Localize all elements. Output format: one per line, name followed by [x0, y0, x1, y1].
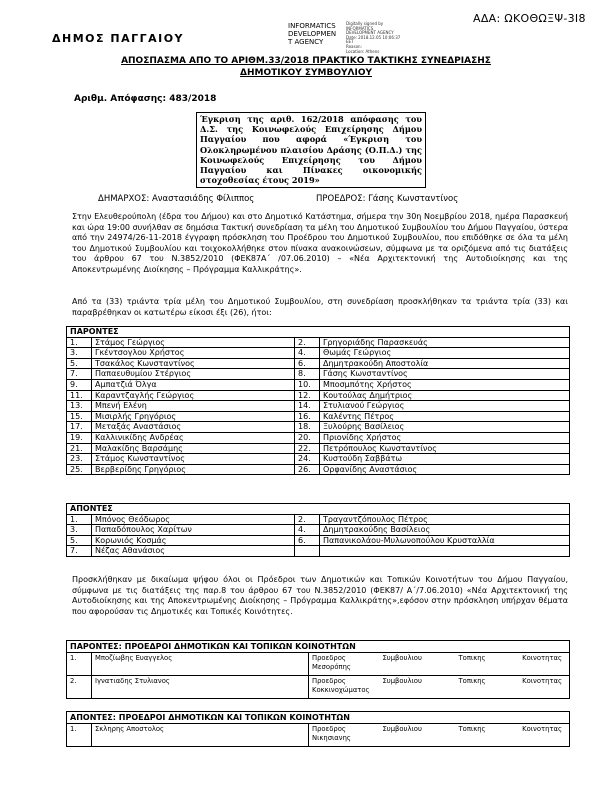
member-name: Στάμος Γεώργιος: [92, 337, 295, 348]
member-number: 6.: [295, 358, 320, 369]
member-name: Κυστούδη Σαββάτω: [320, 454, 570, 465]
role-word: Προεδρος: [312, 677, 346, 685]
signature-detail: DEVELOPMENT AGENCY: [346, 30, 394, 36]
present-members-table: [66, 326, 570, 475]
member-name: Καλέντης Πέτρος: [320, 411, 570, 422]
member-number: 15.: [67, 411, 92, 422]
table-row: [67, 337, 570, 348]
president-role: [309, 676, 570, 699]
member-name: [320, 546, 570, 557]
member-name: Θωμάς Γεώργιος: [320, 348, 570, 359]
member-number: 7.: [67, 546, 92, 557]
member-number: 24.: [295, 454, 320, 465]
role-word: Κοινοτητας: [522, 725, 562, 733]
member-number: 22.: [295, 443, 320, 454]
member-number: 11.: [67, 390, 92, 401]
president-name: Σκληρης Αποστολος: [92, 724, 309, 747]
absent-members-table: [66, 503, 570, 557]
member-name: Παπανικολάου-Μυλωνοπούλου Κρυσταλλία: [320, 535, 570, 546]
community-name: Νικησιανης: [312, 734, 351, 742]
community-name: Μεσορόπης: [312, 663, 351, 671]
mayor-name: Αναστασιάδης Φίλιππος: [151, 194, 255, 204]
member-number: 12.: [295, 390, 320, 401]
member-name: Πριονίδης Χρήστος: [320, 432, 570, 443]
member-number: 8.: [295, 369, 320, 380]
presidents-absent-header: ΑΠΟΝΤΕΣ: ΠΡΟΕΔΡΟΙ ΔΗΜΟΤΙΚΩΝ ΚΑΙ ΤΟΠΙΚΩΝ ΚΟΙΝΟΤΗΤΩΝ: [67, 712, 570, 724]
table-row: [67, 653, 570, 676]
member-number: 2.: [295, 337, 320, 348]
member-number: 14.: [295, 401, 320, 412]
member-name: Μαλακίδης Βαρσάμης: [92, 443, 295, 454]
member-name: Γρηγοριάδης Παρασκευάς: [320, 337, 570, 348]
member-name: Βερβερίδης Γρηγόριος: [92, 464, 295, 475]
member-name: Τραγαντζόπουλος Πέτρος: [320, 514, 570, 525]
member-name: Μεταξάς Αναστάσιος: [92, 422, 295, 433]
table-row: [67, 443, 570, 454]
municipality-name: ΔΗΜΟΣ ΠΑΓΓΑΙΟΥ: [52, 32, 185, 45]
signature-detail: INFORMATICS: [346, 25, 374, 31]
member-number: 5.: [67, 535, 92, 546]
president-role: [309, 724, 570, 747]
table-row: [67, 348, 570, 359]
member-number: 25.: [67, 464, 92, 475]
president-name: Ιγνατιαδης Στυλιανος: [92, 676, 309, 699]
signature-detail: Reason:: [346, 43, 362, 49]
community-paragraph: Προσκλήθηκαν με δικαίωμα ψήφου όλοι οι Πρόεδροι των Δημοτικών και Τοπικών Κοινοτήτων του Δήμου Παγγαίου, σύμφωνα με τις διατάξεις της παρ.8 του άρθρου 67 του Ν.3852/2010 (ΦΕΚ87/ Α΄/7.06.2010) «Νέα Αρχιτεκτονική της Αυτοδιοίκησης και της Αποκεντρωμένης Διοίκησης – Πρόγραμμα Καλλικράτης»,εφόσον στην πρόσκληση υπήρχαν θέματα που αφορούσαν τις Δημοτικές και Τοπικές Κοινότητες.: [72, 575, 568, 616]
intro-paragraph: Στην Ελευθερούπολη (έδρα του Δήμου) και στο Δημοτικό Κατάστημα, σήμερα την 30η Νοεμβρίου 2018, ημέρα Παρασκευή και ώρα 19:00 συνήλθαν σε δημόσια Τακτική συνεδρίαση τα μέλη του Δημοτικού Συμβουλίου του Δήμου Παγγαίου, ύστερα από την 24974/26-11-2018 έγγραφη πρόσκληση του Προέδρου του Δημοτικού Συμβουλίου, που επιδόθηκε σε όλα τα μέλη του Δημοτικού Συμβουλίου και τοιχοκολλήθηκε στον πίνακα ανακοινώσεων, σύμφωνα με τα οριζόμενα από τις διατάξεις του άρθρου 67 του Ν.3852/2010 (ΦΕΚ87Α΄ /07.06.2010) – «Νέα Αρχιτεκτονική της Αυτοδιοίκησης και της Αποκεντρωμένης Διοίκησης – Πρόγραμμα Καλλικράτης».: [72, 212, 568, 274]
member-number: 4.: [295, 525, 320, 536]
mayor-line: [98, 194, 254, 204]
role-word: Κοινοτητας: [522, 654, 562, 662]
member-number: 13.: [67, 401, 92, 412]
table-row: [67, 379, 570, 390]
presidents-present-header: ΠΑΡΟΝΤΕΣ: ΠΡΟΕΔΡΟΙ ΔΗΜΟΤΙΚΩΝ ΚΑΙ ΤΟΠΙΚΩΝ ΚΟΙΝΟΤΗΤΩΝ: [67, 641, 570, 653]
member-number: 19.: [67, 432, 92, 443]
member-name: Μπενή Ελένη: [92, 401, 295, 412]
role-word: Συμβουλιου: [382, 654, 422, 662]
role-words: [312, 654, 562, 663]
member-name: Νέζας Αθανάσιος: [92, 546, 295, 557]
table-row: [67, 514, 570, 525]
role-words: [312, 725, 562, 734]
mayor-label: ΔΗΜΑΡΧΟΣ:: [98, 194, 150, 204]
presidents-absent-table: [66, 711, 570, 747]
member-number: 26.: [295, 464, 320, 475]
member-name: Παπαευθυμίου Στέργιος: [92, 369, 295, 380]
role-word: Συμβουλιου: [382, 725, 422, 733]
role-word: Τοπικης: [458, 725, 486, 733]
president-number: 1.: [67, 724, 92, 747]
member-number: 3.: [67, 348, 92, 359]
member-name: Μπόνος Θεόδωρος: [92, 514, 295, 525]
table-row: [67, 369, 570, 380]
document-title: ΑΠΟΣΠΑΣΜΑ ΑΠΟ ΤΟ ΑΡΙΘΜ.33/2018 ΠΡΑΚΤΙΚΟ ΤΑΚΤΙΚΗΣ ΣΥΝΕΔΡΙΑΣΗΣ: [121, 56, 491, 66]
table-row: [67, 546, 570, 557]
table-row: [67, 535, 570, 546]
present-header: ΠΑΡΟΝΤΕΣ: [67, 327, 570, 338]
signature-line: INFORMATICS: [288, 22, 336, 30]
table-row: [67, 525, 570, 536]
table-row: [67, 411, 570, 422]
president-name: Μποζίωβης Ευαγγελος: [92, 653, 309, 676]
signature-detail: Location: Athens: [346, 48, 380, 54]
signature-line: DEVELOPMEN: [288, 30, 337, 38]
member-number: 5.: [67, 358, 92, 369]
signature-detail: Date: 2018.12.05 10:06:37: [346, 34, 401, 40]
member-name: Παπαδόπουλος Χαρίτων: [92, 525, 295, 536]
digital-signature-details: [346, 22, 400, 54]
president-line: [316, 194, 458, 204]
member-number: 7.: [67, 369, 92, 380]
table-row: [67, 464, 570, 475]
president-number: 1.: [67, 653, 92, 676]
member-name: Ξυλούρης Βασίλειος: [320, 422, 570, 433]
document-title-line-2: ΔΗΜΟΤΙΚΟΥ ΣΥΜΒΟΥΛΙΟΥ: [240, 68, 372, 78]
table-row: [67, 358, 570, 369]
table-row: [67, 454, 570, 465]
table-row: [67, 401, 570, 412]
member-number: 18.: [295, 422, 320, 433]
signature-detail: Digitally signed by: [346, 21, 384, 26]
member-name: Καλλινικίδης Ανδρέας: [92, 432, 295, 443]
presidents-present-table: [66, 640, 570, 699]
signature-organization: [288, 22, 336, 46]
member-name: Πετρόπουλος Κωνσταντίνος: [320, 443, 570, 454]
role-word: Συμβουλιου: [382, 677, 422, 685]
member-number: 6.: [295, 535, 320, 546]
role-word: Κοινοτητας: [522, 677, 562, 685]
member-number: 10.: [295, 379, 320, 390]
table-row: [67, 422, 570, 433]
member-number: 23.: [67, 454, 92, 465]
member-name: Κουτούλας Δημήτριος: [320, 390, 570, 401]
member-number: 17.: [67, 422, 92, 433]
member-name: Ορφανίδης Αναστάσιος: [320, 464, 570, 475]
member-name: Στάμος Κωνσταντίνος: [92, 454, 295, 465]
member-number: 2.: [295, 514, 320, 525]
member-name: Γκέντσογλου Χρήστος: [92, 348, 295, 359]
member-name: Μποσμπότης Χρήστος: [320, 379, 570, 390]
role-word: Τοπικης: [458, 677, 486, 685]
member-name: Δημητρακούδης Βασίλειος: [320, 525, 570, 536]
member-name: Μισιρλής Γρηγόριος: [92, 411, 295, 422]
member-number: [295, 546, 320, 557]
president-role: [309, 653, 570, 676]
member-name: Γάσης Κωνσταντίνος: [320, 369, 570, 380]
president-label: ΠΡΟΕΔΡΟΣ:: [316, 194, 366, 204]
member-number: 1.: [67, 337, 92, 348]
member-name: Στυλιανού Γεώργιος: [320, 401, 570, 412]
ada-code: ΑΔΑ: ΩΚΟΘΩΞΨ-3Ι8: [473, 12, 586, 25]
quorum-paragraph: Από τα (33) τριάντα τρία μέλη του Δημοτικού Συμβουλίου, στη συνεδρίαση προσκλήθηκαν τα τριάντα τρία (33) και παραβρέθηκαν οι κατωτέρω είκοσι έξι (26), ήτοι:: [72, 297, 568, 317]
president-name: Γάσης Κωνσταντίνος: [368, 194, 459, 204]
member-number: 16.: [295, 411, 320, 422]
member-number: 9.: [67, 379, 92, 390]
president-number: 2.: [67, 676, 92, 699]
member-number: 1.: [67, 514, 92, 525]
role-word: Τοπικης: [458, 654, 486, 662]
role-word: Προεδρος: [312, 725, 346, 733]
table-row: [67, 390, 570, 401]
member-number: 20.: [295, 432, 320, 443]
member-name: Κορωνιός Κοσμάς: [92, 535, 295, 546]
member-name: Τσακάλος Κωνσταντίνος: [92, 358, 295, 369]
member-name: Αμπατζιά Όλγα: [92, 379, 295, 390]
table-row: [67, 724, 570, 747]
table-row: [67, 432, 570, 443]
subject-box: Έγκριση της αριθ. 162/2018 απόφασης του Δ.Σ. της Κοινωφελούς Επιχείρησης Δήμου Παγγαίου που αφορά «Έγκριση του Ολοκληρωμένου πλαισίου Δράσης (Ο.Π.Δ.) της Κοινωφελούς Επιχείρησης του Δήμου Παγγαίου και Πίνακες οικονομικής στοχοθεσίας έτους 2019»: [196, 112, 426, 188]
member-name: Καραντζαγλής Γεώργιος: [92, 390, 295, 401]
signature-line: T AGENCY: [288, 38, 324, 46]
table-row: [67, 676, 570, 699]
member-number: 3.: [67, 525, 92, 536]
member-number: 4.: [295, 348, 320, 359]
member-number: 21.: [67, 443, 92, 454]
absent-header: ΑΠΟΝΤΕΣ: [67, 504, 570, 515]
role-words: [312, 677, 562, 686]
signature-detail: EET: [346, 39, 354, 45]
member-name: Δημητρακούδη Αποστολία: [320, 358, 570, 369]
community-name: Κοκκινοχώματος: [312, 686, 370, 694]
role-word: Προεδρος: [312, 654, 346, 662]
decision-number: Αριθμ. Απόφασης: 483/2018: [74, 94, 217, 104]
